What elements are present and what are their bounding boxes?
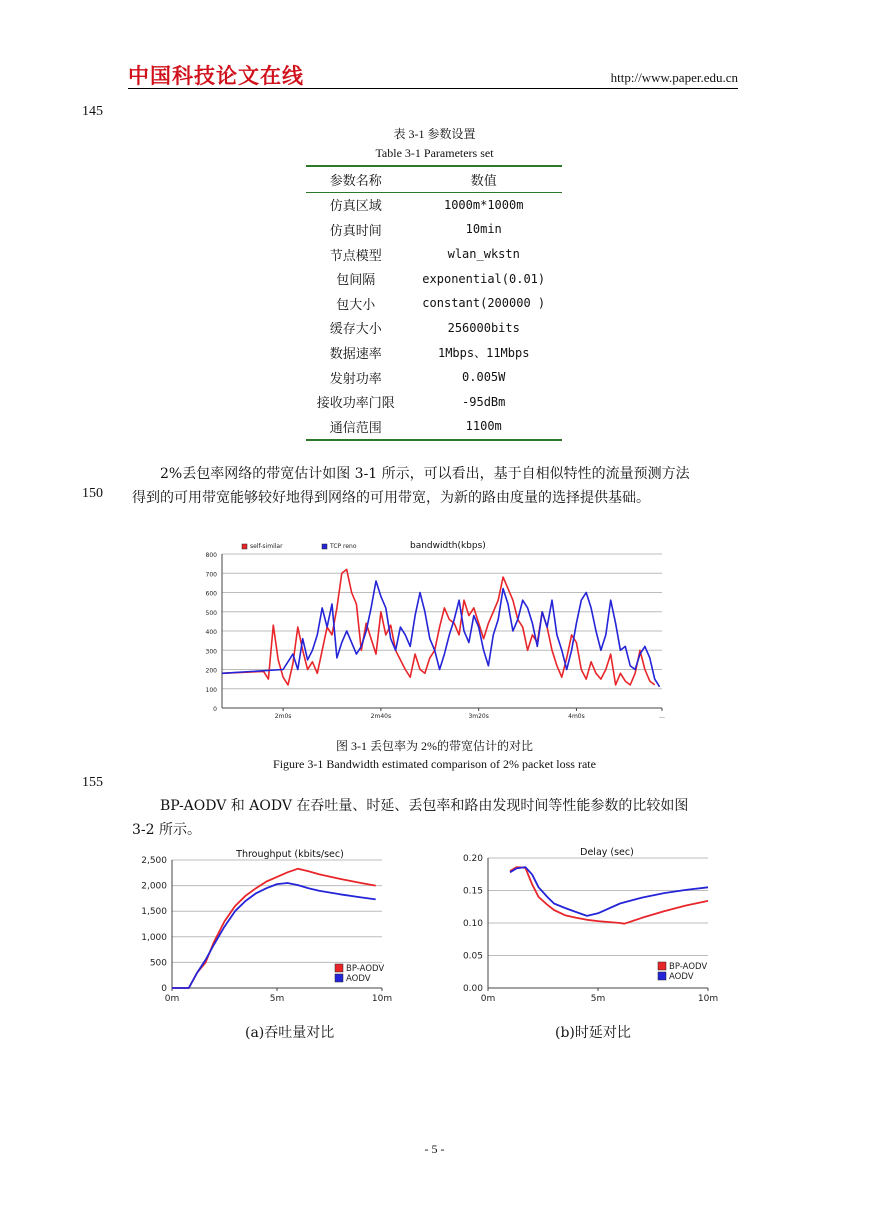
legend-swatch bbox=[658, 972, 666, 980]
param-value: exponential(0.01) bbox=[422, 271, 546, 286]
chart-title: bandwidth(kbps) bbox=[410, 541, 486, 551]
legend-swatch bbox=[335, 974, 343, 982]
param-name: 数据速率 bbox=[329, 346, 382, 362]
paragraph-line: 2%丢包率网络的带宽估计如图 3-1 所示，可以看出，基于自相似特性的流量预测方法 bbox=[160, 466, 690, 482]
param-value: 0.005W bbox=[462, 370, 506, 385]
table-row bbox=[306, 340, 562, 365]
throughput-chart bbox=[120, 845, 410, 1005]
legend-swatch bbox=[322, 544, 327, 549]
table-row bbox=[306, 414, 562, 440]
y-tick-label: 0.05 bbox=[462, 951, 483, 962]
y-tick-label: 0.00 bbox=[462, 984, 483, 994]
x-tick-label: 2m40s bbox=[370, 713, 392, 720]
paragraph-comparison bbox=[132, 794, 740, 842]
x-tick-label: 10m bbox=[371, 994, 393, 1004]
y-tick-label: 1,500 bbox=[141, 907, 167, 918]
param-value: -95dBm bbox=[462, 394, 506, 409]
series-line bbox=[510, 867, 708, 924]
page-number: - 5 - bbox=[424, 1142, 445, 1156]
param-name: 发射功率 bbox=[329, 371, 382, 387]
y-tick-label: 300 bbox=[205, 648, 217, 656]
y-tick-label: 2,500 bbox=[141, 856, 167, 866]
x-tick-label: 4m0s bbox=[568, 713, 585, 720]
param-name: 仿真区域 bbox=[329, 199, 382, 215]
header-rule bbox=[128, 88, 738, 89]
x-tick-label: 2m0s bbox=[274, 713, 292, 720]
param-value: 1100m bbox=[465, 419, 502, 434]
table-row bbox=[306, 266, 562, 291]
legend-label: self-similar bbox=[250, 543, 283, 550]
param-value: constant(200000 ) bbox=[422, 296, 546, 311]
paragraph-line: 得到的可用带宽能够较好地得到网络的可用带宽，为新的路由度量的选择提供基础。 bbox=[132, 490, 650, 506]
y-tick-label: 0.15 bbox=[462, 886, 483, 897]
paragraph-line: BP-AODV 和 AODV 在吞吐量、时延、丢包率和路由发现时间等性能参数的比较如图 bbox=[160, 798, 689, 814]
table-caption-en: Table 3-1 Parameters set bbox=[375, 146, 494, 160]
y-tick-label: 0.20 bbox=[462, 854, 483, 864]
legend-label: TCP reno bbox=[330, 543, 357, 550]
line-number-150: 150 bbox=[82, 486, 103, 501]
param-name: 仿真时间 bbox=[329, 223, 382, 239]
param-name: 通信范围 bbox=[329, 420, 382, 436]
param-name: 包间隔 bbox=[336, 273, 376, 289]
param-value: wlan_wkstn bbox=[447, 247, 520, 262]
param-value: 1Mbps、11Mbps bbox=[437, 345, 530, 360]
y-tick-label: 400 bbox=[205, 629, 217, 636]
table-header-cell: 数值 bbox=[470, 173, 497, 189]
x-tick-label: 5m bbox=[269, 994, 285, 1004]
table-header-row bbox=[306, 166, 562, 192]
param-value: 1000m*1000m bbox=[443, 197, 524, 212]
x-tick-label: ... bbox=[659, 713, 665, 720]
y-tick-label: 800 bbox=[205, 552, 217, 559]
paragraph-bandwidth bbox=[132, 462, 740, 510]
site-logo: 中国科技论文在线 bbox=[128, 64, 304, 88]
y-tick-label: 600 bbox=[205, 590, 217, 598]
param-name: 接收功率门限 bbox=[316, 396, 395, 412]
table-row bbox=[306, 365, 562, 390]
y-tick-label: 0 bbox=[161, 984, 167, 994]
x-tick-label: 0m bbox=[164, 994, 180, 1004]
y-tick-label: 0.10 bbox=[462, 919, 483, 929]
param-value: 10min bbox=[465, 222, 502, 237]
delay-chart bbox=[440, 845, 730, 1005]
y-tick-label: 500 bbox=[149, 958, 167, 969]
y-tick-label: 1,000 bbox=[141, 932, 167, 943]
site-url[interactable]: http://www.paper.edu.cn bbox=[610, 70, 738, 85]
y-tick-label: 0 bbox=[213, 706, 217, 713]
x-tick-label: 5m bbox=[590, 994, 606, 1004]
x-tick-label: 3m20s bbox=[468, 713, 489, 720]
line-number-145: 145 bbox=[82, 104, 103, 119]
paragraph-line: 3-2 所示。 bbox=[132, 822, 201, 838]
table-row bbox=[306, 291, 562, 316]
table-row bbox=[306, 192, 562, 217]
legend-label: BP-AODV bbox=[669, 962, 708, 972]
param-value: 256000bits bbox=[447, 320, 520, 335]
legend-label: AODV bbox=[669, 972, 694, 982]
y-tick-label: 200 bbox=[205, 667, 217, 675]
chart-title: Delay (sec) bbox=[580, 847, 634, 858]
table-row bbox=[306, 217, 562, 242]
table-header-cell: 参数名称 bbox=[329, 173, 382, 189]
table-row bbox=[306, 242, 562, 267]
y-tick-label: 700 bbox=[205, 571, 217, 579]
legend-swatch bbox=[242, 544, 247, 549]
legend-label: AODV bbox=[346, 974, 371, 984]
legend-label: BP-AODV bbox=[346, 964, 385, 974]
parameters-table bbox=[306, 165, 562, 441]
x-tick-label: 0m bbox=[480, 994, 496, 1004]
figure-caption-en: Figure 3-1 Bandwidth estimated comparison of 2% packet loss rate bbox=[273, 757, 596, 771]
subcaption-delay: (b)时延对比 bbox=[555, 1025, 631, 1041]
line-number-155: 155 bbox=[82, 775, 103, 790]
param-name: 缓存大小 bbox=[329, 322, 382, 338]
y-tick-label: 500 bbox=[205, 609, 217, 617]
x-tick-label: 10m bbox=[697, 994, 719, 1004]
figure-caption-cn: 图 3-1 丢包率为 2%的带宽估计的对比 bbox=[336, 739, 533, 753]
subcaption-throughput: (a)吞吐量对比 bbox=[245, 1025, 335, 1041]
table-row bbox=[306, 389, 562, 414]
param-name: 节点模型 bbox=[329, 248, 382, 264]
table-row bbox=[306, 316, 562, 341]
bandwidth-chart bbox=[190, 536, 680, 726]
y-tick-label: 100 bbox=[205, 686, 217, 694]
series-line bbox=[222, 581, 660, 687]
series-line bbox=[510, 867, 708, 916]
chart-title: Throughput (kbits/sec) bbox=[236, 849, 344, 860]
legend-swatch bbox=[335, 964, 343, 972]
table-caption-cn: 表 3-1 参数设置 bbox=[393, 127, 476, 141]
y-tick-label: 2,000 bbox=[141, 881, 167, 892]
param-name: 包大小 bbox=[336, 297, 376, 313]
legend-swatch bbox=[658, 962, 666, 970]
